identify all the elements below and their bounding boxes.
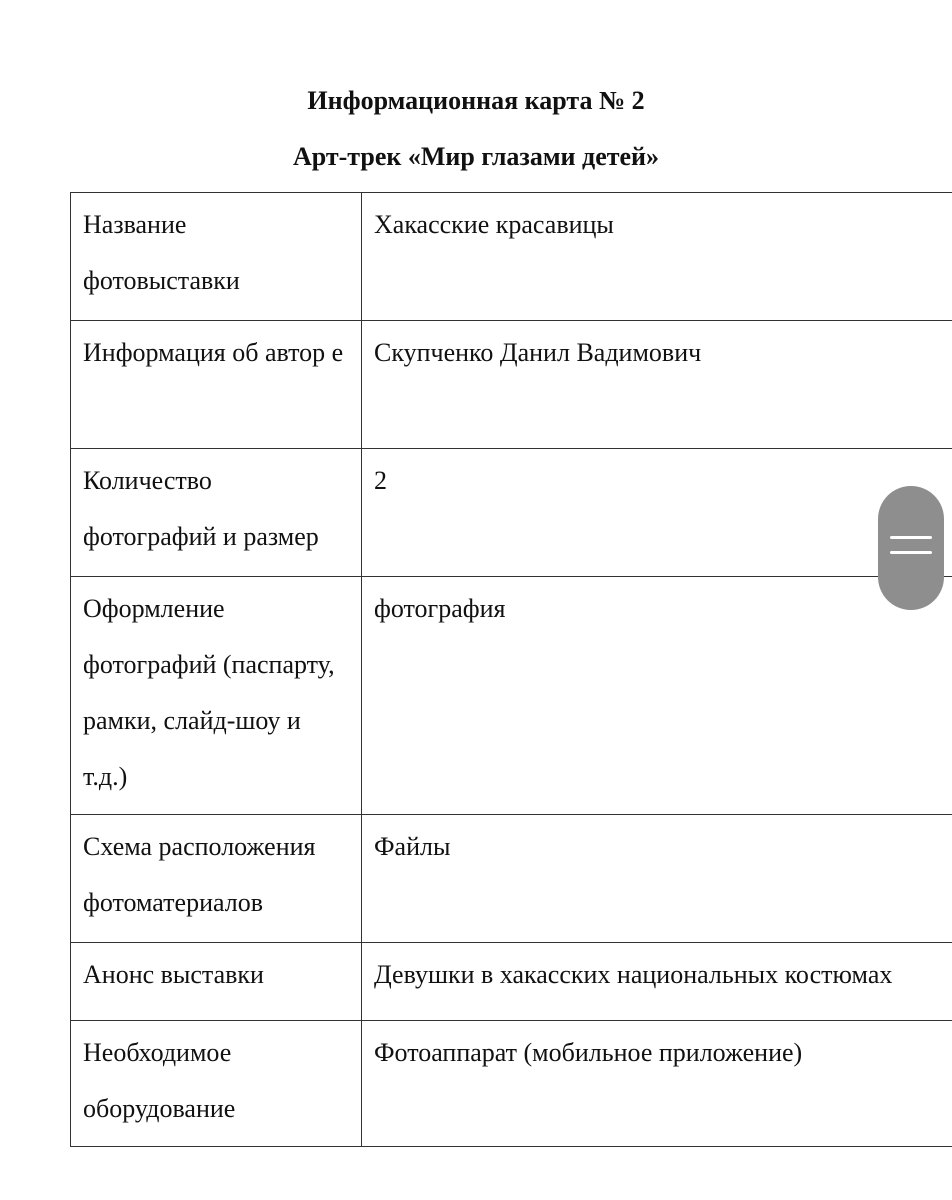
row-value: Скупченко Данил Вадимович [362,321,952,449]
row-value: Фотоаппарат (мобильное приложение) [362,1021,952,1147]
row-label: Анонс выставки [71,943,362,1021]
drag-handle-icon [890,536,932,539]
table-row [71,321,952,449]
table-row [71,1021,952,1147]
row-value: Хакасские красавицы [362,193,952,321]
row-value: 2 [362,449,952,577]
row-label: Название фотовыставки [71,193,362,321]
row-label: Количество фотографий и размер [71,449,362,577]
info-card-table [70,192,952,1147]
row-label: Оформление фотографий (паспарту, рамки, слайд-шоу и т.д.) [71,577,362,815]
table-row [71,815,952,943]
document-title: Информационная карта № 2 [307,86,645,115]
scroll-handle[interactable] [878,486,944,610]
row-value: фотография [362,577,952,815]
table-row [71,577,952,815]
table-row [71,193,952,321]
drag-handle-icon [890,551,932,554]
table-row [71,449,952,577]
document-subtitle: Арт-трек «Мир глазами детей» [292,142,660,171]
table-row [71,943,952,1021]
row-label: Необходимое оборудование [71,1021,362,1147]
row-label: Схема расположения фотоматериалов [71,815,362,943]
row-label: Информация об автор е [71,321,362,449]
row-value: Девушки в хакасских национальных костюмах [362,943,952,1021]
row-value: Файлы [362,815,952,943]
